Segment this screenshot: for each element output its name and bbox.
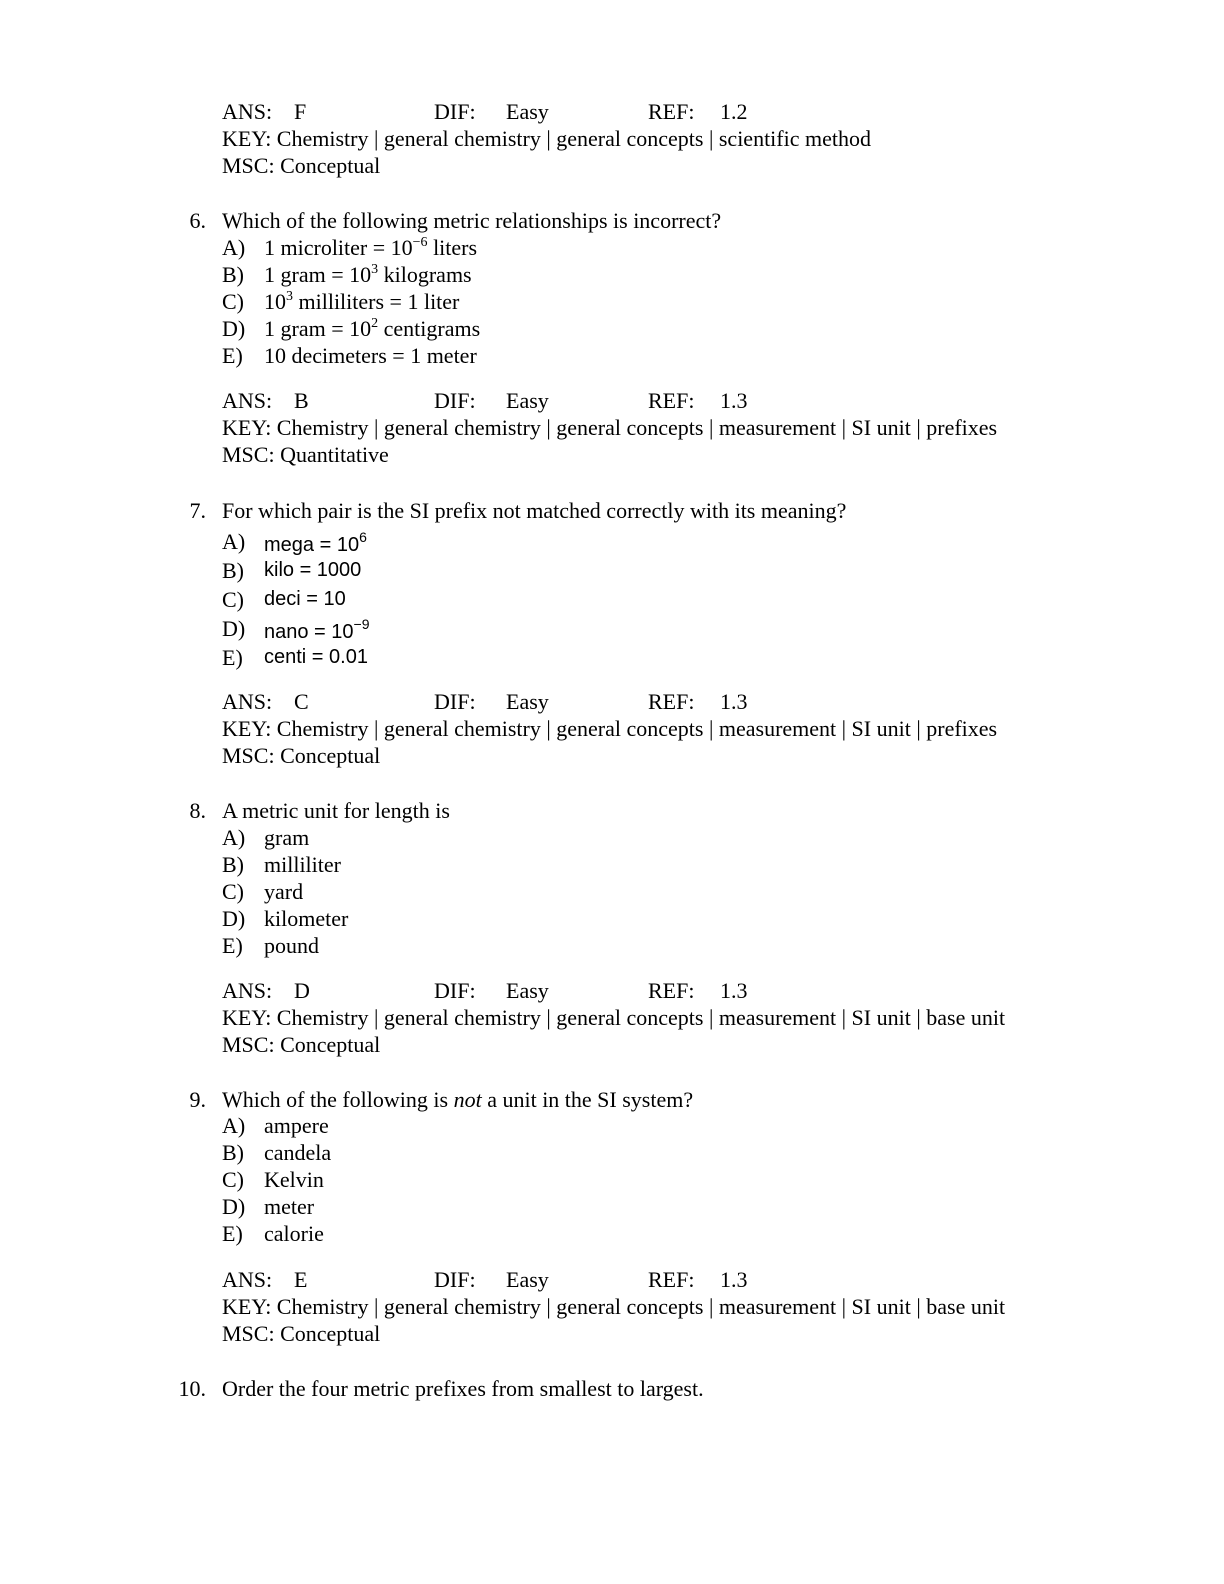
option-text: kilometer [264,906,349,931]
msc-line: MSC: Conceptual [222,153,381,178]
msc-line: MSC: Conceptual [222,743,381,768]
ans-label: ANS: [222,99,273,124]
option-letter: B) [222,262,244,287]
option-letter: D) [222,616,246,641]
question-text: Order the four metric prefixes from smallest to largest. [222,1376,704,1401]
msc-line: MSC: Quantitative [222,442,389,467]
dif-label: DIF: [434,1267,476,1292]
ans-value: C [294,689,309,714]
q6-answer-meta [222,387,1122,468]
option-letter: E) [222,1221,243,1246]
q8-answer-meta [222,977,1122,1058]
option-letter: A) [222,825,246,850]
question-text [222,1086,693,1113]
option-letter: A) [222,529,246,554]
key-line: KEY: Chemistry | general chemistry | general concepts | measurement | SI unit | prefixes [222,415,998,440]
option-text: 1 gram = 10 [264,316,372,341]
option-letter: A) [222,1113,246,1138]
option-letter: C) [222,289,244,314]
dif-label: DIF: [434,689,476,714]
question-number: 6. [189,208,206,233]
question-number: 9. [189,1087,206,1112]
option-text: milliliter [264,852,341,877]
option-text: milliliters = 1 liter [293,289,460,314]
dif-label: DIF: [434,388,476,413]
q9-answer-meta [222,1266,1122,1347]
dif-value: Easy [506,978,549,1003]
option-text: candela [264,1140,332,1165]
option-text: pound [264,933,319,958]
option-text: 10 [264,289,286,314]
option-text: yard [264,879,304,904]
dif-label: DIF: [434,99,476,124]
ref-value: 1.2 [720,99,748,124]
ans-value: B [294,388,309,413]
ref-value: 1.3 [720,978,748,1003]
key-line: KEY: Chemistry | general chemistry | general concepts | scientific method [222,126,871,151]
ref-label: REF: [648,1267,695,1292]
ref-label: REF: [648,99,695,124]
q5-answer-meta [222,98,1122,179]
option-text: kilo = 1000 [264,559,362,581]
option-text: 1 microliter = 10 [264,235,413,260]
dif-value: Easy [506,99,549,124]
option-text: deci = 10 [264,588,346,610]
ans-label: ANS: [222,978,273,1003]
question-text: For which pair is the SI prefix not matched correctly with its meaning? [222,498,847,523]
dif-value: Easy [506,1267,549,1292]
option-letter: D) [222,316,246,341]
question-text: Which of the following metric relationships is incorrect? [222,208,722,233]
superscript: 6 [359,529,367,545]
ref-value: 1.3 [720,388,748,413]
option-letter: C) [222,879,244,904]
superscript: −6 [412,235,428,250]
option-letter: E) [222,645,243,670]
superscript: 3 [371,262,379,277]
key-line: KEY: Chemistry | general chemistry | general concepts | measurement | SI unit | base unit [222,1294,1006,1319]
question-number: 8. [189,798,206,823]
ref-label: REF: [648,388,695,413]
option-text: 1 gram = 10 [264,262,372,287]
ans-label: ANS: [222,388,273,413]
key-line: KEY: Chemistry | general chemistry | general concepts | measurement | SI unit | prefixes [222,716,998,741]
question-number: 7. [189,498,206,523]
option-letter: A) [222,235,246,260]
ans-value: E [294,1267,308,1292]
ans-value: D [294,978,310,1003]
question-text-part: a unit in the SI system? [481,1087,694,1112]
option-letter: B) [222,558,244,583]
option-text: centi = 0.01 [264,646,368,668]
msc-line: MSC: Conceptual [222,1032,381,1057]
option-text: Kelvin [264,1167,324,1192]
ans-label: ANS: [222,689,273,714]
option-letter: C) [222,587,244,612]
option-letter: E) [222,933,243,958]
key-line: KEY: Chemistry | general chemistry | general concepts | measurement | SI unit | base unit [222,1005,1006,1030]
question-text-part: Which of the following is [222,1087,454,1112]
ans-label: ANS: [222,1267,273,1292]
option-text: calorie [264,1221,324,1246]
msc-line: MSC: Conceptual [222,1321,381,1346]
superscript: 3 [286,289,293,304]
dif-value: Easy [506,689,549,714]
question-text: A metric unit for length is [222,798,450,823]
option-text: ampere [264,1113,329,1138]
superscript: 2 [371,316,379,331]
ref-label: REF: [648,978,695,1003]
option-text: nano = 10 [264,621,354,643]
option-text: 10 decimeters = 1 meter [264,343,477,368]
option-letter: D) [222,1194,246,1219]
dif-label: DIF: [434,978,476,1003]
ref-value: 1.3 [720,689,748,714]
option-letter: C) [222,1167,244,1192]
option-letter: B) [222,1140,244,1165]
q7-answer-meta [222,688,1122,769]
option-text: mega = 10 [264,534,360,556]
emphasis-text: not [453,1087,482,1112]
ref-value: 1.3 [720,1267,748,1292]
ref-label: REF: [648,689,695,714]
option-letter: B) [222,852,244,877]
option-text: liters [427,235,478,260]
option-text: centigrams [378,316,481,341]
option-text: kilograms [378,262,472,287]
option-letter: E) [222,343,243,368]
question-number: 10. [178,1376,206,1401]
dif-value: Easy [506,388,549,413]
superscript: −9 [353,616,370,632]
option-text: meter [264,1194,315,1219]
option-letter: D) [222,906,246,931]
option-text: gram [264,825,310,850]
ans-value: F [294,99,307,124]
